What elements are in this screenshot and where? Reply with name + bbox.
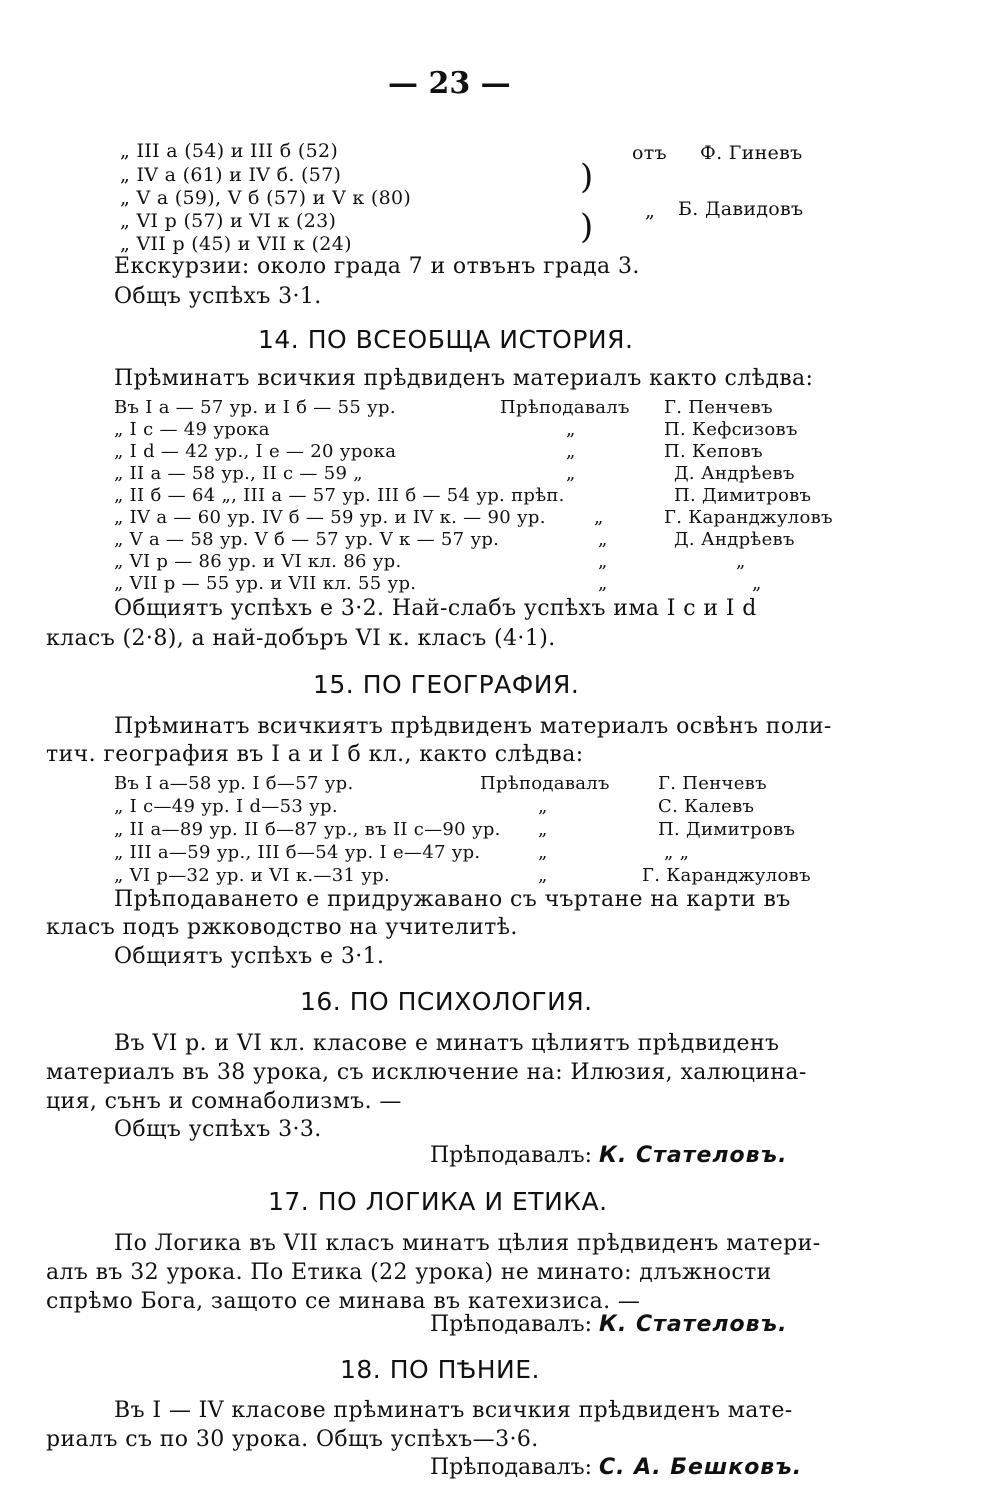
ditto-cell: „ [598,573,608,594]
teacher-cell: П. Кеповъ [664,441,763,462]
body-line: спрѣмо Бога, защото се минава въ катехизиса. — [46,1289,641,1314]
class-cell: „ II б — 64 „, III а — 57 ур. III б — 54 ур. прѣп. [114,485,565,506]
role-cell: Прѣподавалъ [480,773,610,794]
teacher-cell: Г. Пенчевъ [658,773,767,794]
class-cell: „ II а—89 ур. II б—87 ур., въ II с—90 ур. [114,819,501,840]
brace-mark: ) [580,207,594,247]
section-intro: Прѣминатъ всичкиятъ прѣдвиденъ материалъ освѣнъ поли- [114,714,832,739]
class-cell: „ I с—49 ур. I d—53 ур. [114,796,338,817]
body-line: ция, сънъ и сомнаболизмъ. — [46,1089,402,1114]
teacher-cell: С. Калевъ [658,796,755,817]
class-line: „ IV a (61) и IV б. (57) [120,164,342,186]
signature-line [430,1143,787,1168]
ditto-cell: „ [598,551,608,572]
section-heading: 14. ПО ВСЕОБЩА ИСТОРИЯ. [258,325,634,354]
ditto-cell: „ [566,419,576,440]
ditto-mark: „ [645,200,656,222]
ditto-cell: „ [598,529,608,550]
ditto-cell: „ [736,551,746,572]
success-line: Общъ успѣхъ 3·3. [114,1117,322,1142]
signature-label: Прѣподавалъ: [430,1143,592,1168]
ditto-cell: „ [566,441,576,462]
signature-name: С. А. Бешковъ. [599,1455,803,1480]
section-intro: тич. география въ I а и I б кл., както слѣдва: [46,742,584,767]
section-heading: 18. ПО ПѢНИЕ. [340,1355,540,1384]
success-line: Общиятъ успѣхъ е 3·1. [114,944,385,969]
body-line: алъ въ 32 урока. По Етика (22 урока) не минато: длъжности [46,1260,772,1285]
summary-line: класъ (2·8), а най-добъръ VI к. класъ (4·1). [46,626,556,651]
teacher-cell: Г. Пенчевъ [664,397,773,418]
class-cell: „ II а — 58 ур., II с — 59 „ [114,463,363,484]
body-line: риалъ съ по 30 урока. Общъ успѣхъ—3·6. [46,1427,539,1452]
body-line: Прѣподаването е придружавано съ чъртане на карти въ [114,887,791,912]
section-heading: 16. ПО ПСИХОЛОГИЯ. [300,987,593,1016]
signature-label: Прѣподавалъ: [430,1455,592,1480]
class-cell: „ I с — 49 урока [114,419,270,440]
body-line: Въ I — IV класове прѣминатъ всичкия прѣдвиденъ мате- [114,1398,793,1423]
success-line: Общъ успѣхъ 3·1. [114,284,322,309]
body-line: материалъ въ 38 урока, съ исключение на: Илюзия, халюцина- [46,1060,807,1085]
class-cell: „ VI р—32 ур. и VI к.—31 ур. [114,865,390,886]
class-line: „ V a (59), V б (57) и V к (80) [120,187,412,209]
body-line: Въ VI р. и VI кл. класове е минатъ цѣлиятъ прѣдвиденъ [114,1031,780,1056]
from-label: отъ [632,142,667,164]
body-line: класъ подъ ржководство на учителитѣ. [46,915,518,940]
body-line: По Логика въ VII класъ минатъ цѣлия прѣдвиденъ матери- [114,1231,821,1256]
ditto-cell: „ [594,507,604,528]
ditto-cell: „ [538,842,548,863]
section-heading: 15. ПО ГЕОГРАФИЯ. [313,670,580,699]
summary-line: Общиятъ успѣхъ е 3·2. Най-слабъ успѣхъ има I с и I d [114,596,757,621]
ditto-cell: „ „ [664,842,690,863]
teacher-cell: Д. Андрѣевъ [674,463,795,484]
class-cell: Въ I а—58 ур. I б—57 ур. [114,773,354,794]
class-cell: „ IV а — 60 ур. IV б — 59 ур. и IV к. — 90 ур. [114,507,546,528]
teacher-cell: Д. Андрѣевъ [674,529,795,550]
excursions-line: Екскурзии: около града 7 и отвънъ града 3. [114,254,640,279]
teacher-cell: П. Димитровъ [658,819,796,840]
class-cell: „ I d — 42 ур., I е — 20 урока [114,441,397,462]
teacher-cell: П. Кефсизовъ [664,419,798,440]
signature-label: Прѣподавалъ: [430,1312,592,1337]
signature-line [430,1455,802,1480]
brace-mark: ) [580,157,594,197]
class-cell: „ VI р — 86 ур. и VI кл. 86 ур. [114,551,402,572]
class-cell: Въ I а — 57 ур. и I б — 55 ур. [114,397,396,418]
teacher-cell: П. Димитровъ [674,485,812,506]
teacher-name: Б. Давидовъ [678,198,804,220]
class-line: „ III a (54) и III б (52) [120,140,339,162]
teacher-cell: Г. Каранджуловъ [664,507,833,528]
ditto-cell: „ [538,796,548,817]
ditto-cell: „ [752,573,762,594]
page-number: — 23 — [388,66,511,101]
class-line: „ VI р (57) и VI к (23) [120,210,337,232]
signature-name: К. Стателовъ. [599,1143,788,1168]
ditto-cell: „ [566,463,576,484]
signature-line [430,1312,787,1337]
teacher-cell: Г. Каранджуловъ [642,865,811,886]
section-intro: Прѣминатъ всичкия прѣдвиденъ материалъ както слѣдва: [114,366,814,391]
class-cell: „ VII р — 55 ур. и VII кл. 55 ур. [114,573,417,594]
class-cell: „ V а — 58 ур. V б — 57 ур. V к — 57 ур. [114,529,500,550]
ditto-cell: „ [538,865,548,886]
signature-name: К. Стателовъ. [599,1312,788,1337]
role-cell: Прѣподавалъ [500,397,630,418]
class-line: „ VII р (45) и VII к (24) [120,233,352,255]
teacher-name: Ф. Гиневъ [700,142,803,164]
ditto-cell: „ [538,819,548,840]
section-heading: 17. ПО ЛОГИКА И ЕТИКА. [268,1187,608,1216]
class-cell: „ III а—59 ур., III б—54 ур. I е—47 ур. [114,842,481,863]
